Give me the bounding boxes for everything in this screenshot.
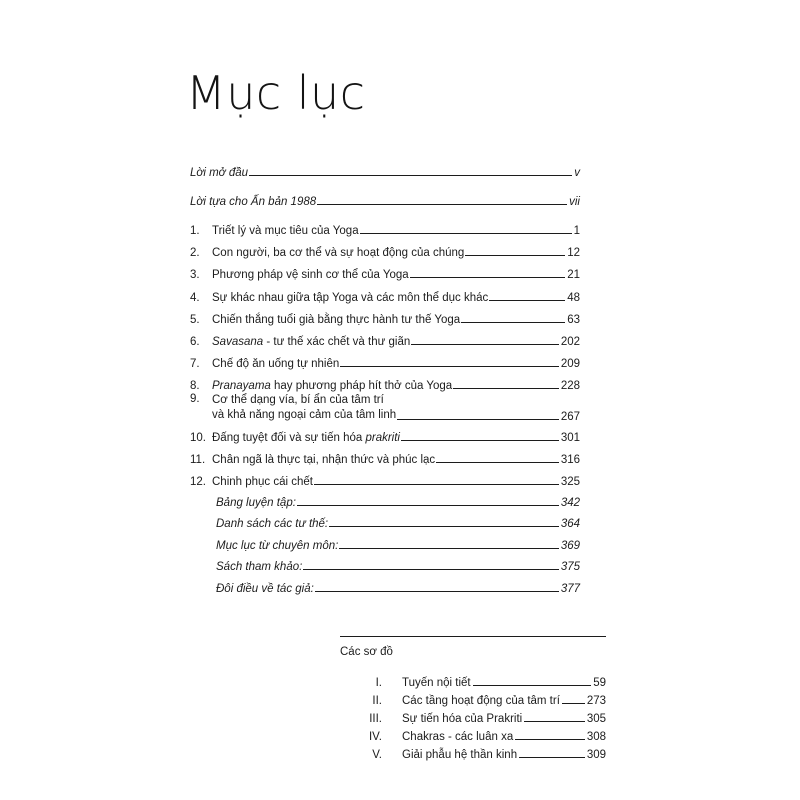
- dotted-leader: [411, 344, 559, 345]
- chapter-title-line-2: và khả năng ngoại cảm của tâm linh: [212, 409, 397, 421]
- dotted-leader: [410, 277, 566, 278]
- dotted-leader: [461, 322, 565, 323]
- chapter-number: 2.: [190, 247, 200, 259]
- chapter-number: 7.: [190, 358, 200, 370]
- diagram-page: 308: [586, 731, 606, 743]
- toc-entry-page: vii: [569, 196, 580, 208]
- toc-chapter-8: [190, 377, 580, 392]
- chapter-title: Triết lý và mục tiêu của Yoga: [212, 225, 359, 237]
- diagram-page: 309: [586, 749, 606, 761]
- appendix-page: 369: [560, 540, 580, 552]
- toc-appendix-4: [190, 558, 580, 573]
- toc-chapter-9: [190, 393, 580, 423]
- chapter-page: 228: [560, 380, 580, 392]
- diagram-page: 59: [593, 677, 606, 689]
- appendix-page: 375: [560, 561, 580, 573]
- toc-chapter-6: [190, 333, 580, 348]
- appendix-page: 364: [560, 518, 580, 530]
- chapter-number: 12.: [190, 476, 206, 488]
- diagram-list: [340, 658, 606, 761]
- appendix-page: 342: [560, 497, 580, 509]
- chapter-page: 209: [560, 358, 580, 370]
- dotted-leader: [524, 721, 585, 722]
- toc-chapter-10: [190, 429, 580, 444]
- chapter-title: Sự khác nhau giữa tập Yoga và các môn thể dục khác: [212, 292, 489, 304]
- chapter-title-plain: Đấng tuyệt đối và sự tiến hóa: [212, 432, 366, 444]
- appendix-title: Mục lục từ chuyên môn:: [216, 540, 339, 552]
- appendix-title: Danh sách các tư thế:: [216, 518, 329, 530]
- toc-appendix-3: [190, 537, 580, 552]
- diagram-number: IV.: [368, 731, 382, 743]
- dotted-leader: [465, 255, 565, 256]
- diagram-title: Tuyến nội tiết: [402, 677, 471, 689]
- chapter-title: Chinh phục cái chết: [212, 476, 314, 488]
- chapter-title-italic: prakriti: [365, 432, 400, 444]
- diagram-entry: [340, 692, 606, 707]
- toc-chapter-12: [190, 473, 580, 488]
- chapter-title-rest: hay phương pháp hít thở của Yoga: [270, 380, 453, 392]
- diagram-entry: [340, 674, 606, 689]
- dotted-leader: [515, 739, 585, 740]
- toc-chapter-2: [190, 244, 580, 259]
- toc-entry-preface: [190, 164, 580, 179]
- toc-chapter-5: [190, 311, 580, 326]
- chapter-page: 325: [560, 476, 580, 488]
- diagram-entry: [340, 728, 606, 743]
- chapter-title-italic: Savasana: [212, 336, 264, 348]
- chapter-number: 4.: [190, 292, 200, 304]
- chapter-title: Con người, ba cơ thể và sự hoạt động của chúng: [212, 247, 465, 259]
- chapter-number: 1.: [190, 225, 200, 237]
- chapter-page: 202: [560, 336, 580, 348]
- toc-chapter-1: [190, 222, 580, 237]
- appendix-title: Sách tham khảo:: [216, 561, 303, 573]
- chapter-number: 9.: [190, 393, 200, 405]
- diagram-entry: [340, 746, 606, 761]
- diagrams-heading: Các sơ đồ: [340, 646, 393, 658]
- chapter-title-line-1: Cơ thể dạng vía, bí ẩn của tâm trí: [212, 394, 384, 406]
- diagram-page: 273: [586, 695, 606, 707]
- dotted-leader: [519, 757, 585, 758]
- dotted-leader: [297, 505, 559, 506]
- dotted-leader: [315, 591, 559, 592]
- toc-entry-label: Lời mở đầu: [190, 167, 249, 179]
- toc-appendix-1: [190, 494, 580, 509]
- chapter-title: Phương pháp vệ sinh cơ thể của Yoga: [212, 269, 409, 281]
- dotted-leader: [473, 685, 592, 686]
- chapter-number: 11.: [190, 454, 206, 466]
- diagram-title: Các tầng hoạt động của tâm trí: [402, 695, 560, 707]
- toc-appendix-5: [190, 580, 580, 595]
- dotted-leader: [317, 204, 567, 205]
- chapter-title: Chiến thắng tuổi già bằng thực hành tư thế Yoga: [212, 314, 461, 326]
- chapter-page: 48: [567, 292, 580, 304]
- toc-chapter-11: [190, 451, 580, 466]
- diagram-number: V.: [372, 749, 382, 761]
- diagram-entry: [340, 710, 606, 725]
- chapter-page: 267: [560, 411, 580, 423]
- chapter-page: 316: [560, 454, 580, 466]
- dotted-leader: [453, 388, 559, 389]
- chapter-title: [212, 393, 396, 423]
- dotted-leader: [436, 462, 559, 463]
- diagram-page: 305: [586, 713, 606, 725]
- page-title: Mục lục: [186, 66, 366, 120]
- chapter-title: [212, 432, 400, 444]
- dotted-leader: [562, 703, 585, 704]
- dotted-leader: [329, 526, 559, 527]
- toc-chapter-7: [190, 355, 580, 370]
- dotted-leader: [360, 233, 572, 234]
- chapter-title: [212, 336, 410, 348]
- dotted-leader: [249, 175, 572, 176]
- appendix-title: Bảng luyện tập:: [216, 497, 296, 509]
- chapter-number: 6.: [190, 336, 200, 348]
- diagram-number: II.: [372, 695, 382, 707]
- toc-entry-page: v: [574, 167, 580, 179]
- chapter-title: Chân ngã là thực tại, nhận thức và phúc lạc: [212, 454, 436, 466]
- dotted-leader: [340, 366, 559, 367]
- diagram-title: Chakras - các luân xa: [402, 731, 514, 743]
- dotted-leader: [339, 548, 558, 549]
- chapter-title: Chế độ ăn uống tự nhiên: [212, 358, 340, 370]
- chapter-page: 301: [560, 432, 580, 444]
- toc-chapter-3: [190, 266, 580, 281]
- chapter-page: 21: [567, 269, 580, 281]
- toc-chapter-4: [190, 289, 580, 304]
- chapter-page: 63: [567, 314, 580, 326]
- chapter-page: 12: [567, 247, 580, 259]
- diagram-title: Sự tiến hóa của Prakriti: [402, 713, 523, 725]
- dotted-leader: [489, 300, 565, 301]
- section-divider: [340, 636, 606, 637]
- appendix-page: 377: [560, 583, 580, 595]
- dotted-leader: [314, 484, 559, 485]
- chapter-number: 8.: [190, 380, 200, 392]
- chapter-number: 3.: [190, 269, 200, 281]
- diagram-number: I.: [375, 677, 382, 689]
- chapter-number: 5.: [190, 314, 200, 326]
- toc-entry-foreword: [190, 193, 580, 208]
- chapter-number: 10.: [190, 432, 206, 444]
- chapter-title-italic: Pranayama: [212, 380, 271, 392]
- toc-appendix-2: [190, 515, 580, 530]
- chapter-page: 1: [573, 225, 580, 237]
- dotted-leader: [401, 440, 559, 441]
- toc-entry-label: Lời tựa cho Ấn bản 1988: [190, 196, 317, 208]
- dotted-leader: [303, 569, 559, 570]
- appendix-title: Đôi điều về tác giả:: [216, 583, 314, 595]
- dotted-leader: [397, 419, 559, 420]
- chapter-title-rest: - tư thế xác chết và thư giãn: [263, 336, 411, 348]
- diagram-number: III.: [369, 713, 382, 725]
- chapter-title: [212, 380, 452, 392]
- diagrams-section: [340, 636, 606, 761]
- diagram-title: Giải phẫu hệ thần kinh: [402, 749, 518, 761]
